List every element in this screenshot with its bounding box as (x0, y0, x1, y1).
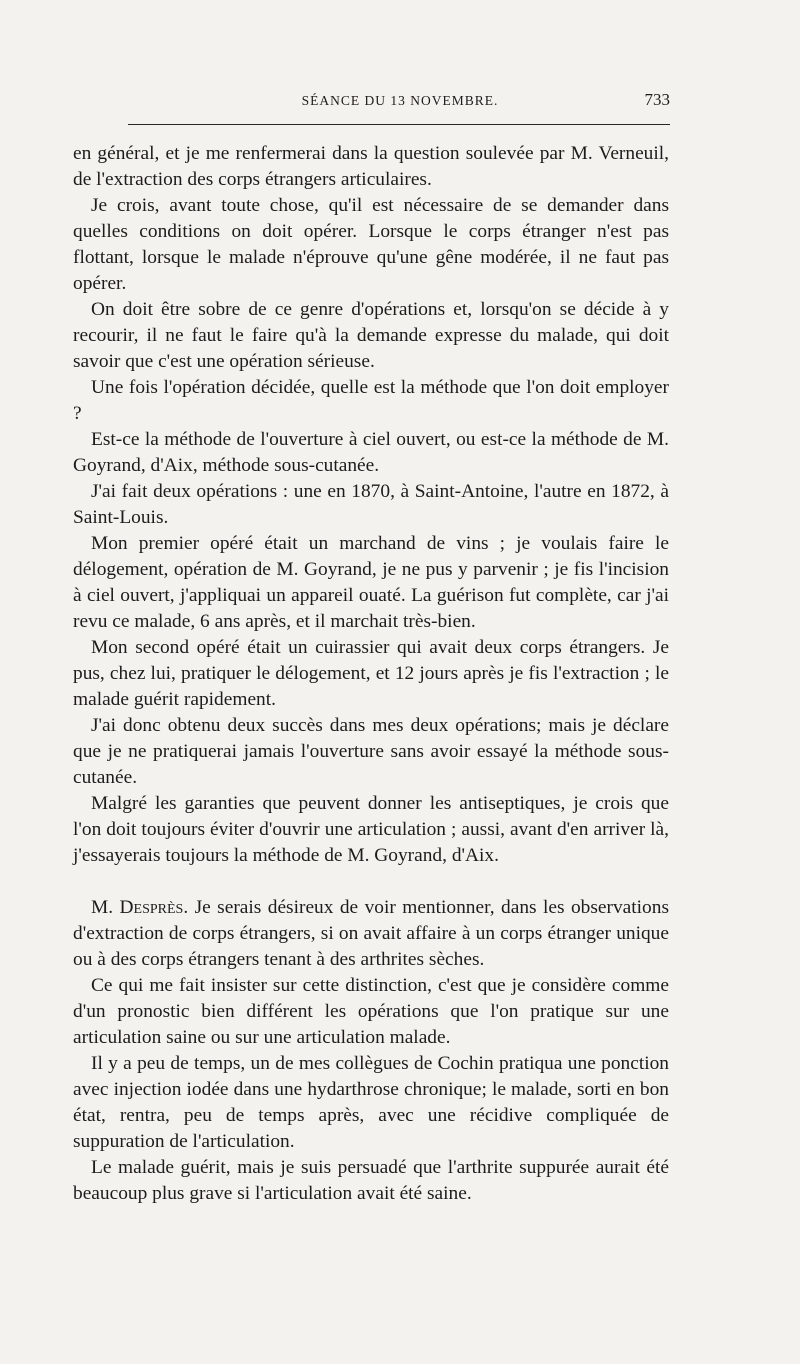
paragraph: Mon second opéré était un cuirassier qui avait deux corps étrangers. Je pus, chez lui, pratiquer le délogement, et 12 jours après je fis l'extraction ; le malade guérit rapidement. (73, 637, 669, 710)
paragraph: Il y a peu de temps, un de mes collègues de Cochin pratiqua une ponction avec injection iodée dans une hydarthrose chronique; le malade, sorti en bon état, rentra, peu de temps après, avec une récidive compliquée de suppuration de l'articulation. (73, 1053, 669, 1152)
paragraph: Est-ce la méthode de l'ouverture à ciel ouvert, ou est-ce la méthode de M. Goyrand, d'Aix, méthode sous-cutanée. (73, 429, 669, 476)
running-title: SÉANCE DU 13 NOVEMBRE. (301, 93, 499, 108)
paragraph: Une fois l'opération décidée, quelle est la méthode que l'on doit employer ? (73, 377, 669, 424)
paragraph: Malgré les garanties que peuvent donner les antiseptiques, je crois que l'on doit toujours éviter d'ouvrir une articulation ; aussi, avant d'en arriver là, j'essayerais toujours la méthode de M. Goyrand, d'Aix. (73, 793, 669, 866)
running-header (0, 90, 800, 114)
speaker-name: M. Desprès. (91, 897, 189, 918)
paragraph: Mon premier opéré était un marchand de vins ; je voulais faire le délogement, opération de M. Goyrand, je ne pus y parvenir ; je fis l'incision à ciel ouvert, j'appliquai un appareil ouaté. La guérison fut complète, car j'ai revu ce malade, 6 ans après, et il marchait très-bien. (73, 533, 669, 632)
paragraph: On doit être sobre de ce genre d'opérations et, lorsqu'on se décide à y recourir, il ne faut le faire qu'à la demande expresse du malade, qui doit savoir que c'est une opération sérieuse. (73, 299, 669, 372)
speaker-text: Je serais désireux de voir mentionner, dans les observations d'extraction de corps étrangers, si on avait affaire à un corps étranger unique ou à des corps étrangers tenant à des arthrites sèches. (73, 897, 669, 970)
speaker-paragraph (73, 895, 669, 973)
paragraph: J'ai fait deux opérations : une en 1870, à Saint-Antoine, l'autre en 1872, à Saint-Louis. (73, 481, 669, 528)
paragraph: en général, et je me renfermerai dans la question soulevée par M. Verneuil, de l'extraction des corps étrangers articulaires. (73, 143, 669, 190)
header-rule (128, 124, 670, 125)
body-text (73, 141, 669, 1207)
paragraph: Le malade guérit, mais je suis persuadé que l'arthrite suppurée aurait été beaucoup plus grave si l'articulation avait été saine. (73, 1157, 669, 1204)
paragraph: J'ai donc obtenu deux succès dans mes deux opérations; mais je déclare que je ne pratiquerai jamais l'ouverture sans avoir essayé la méthode sous-cutanée. (73, 715, 669, 788)
paragraph: Ce qui me fait insister sur cette distinction, c'est que je considère comme d'un pronostic bien différent les opérations que l'on pratique sur une articulation saine ou sur une articulation malade. (73, 975, 669, 1048)
page-number: 733 (644, 90, 670, 109)
paragraph: Je crois, avant toute chose, qu'il est nécessaire de se demander dans quelles conditions on doit opérer. Lorsque le corps étranger n'est pas flottant, lorsque le malade n'éprouve qu'une gêne modérée, il ne faut pas opérer. (73, 195, 669, 294)
